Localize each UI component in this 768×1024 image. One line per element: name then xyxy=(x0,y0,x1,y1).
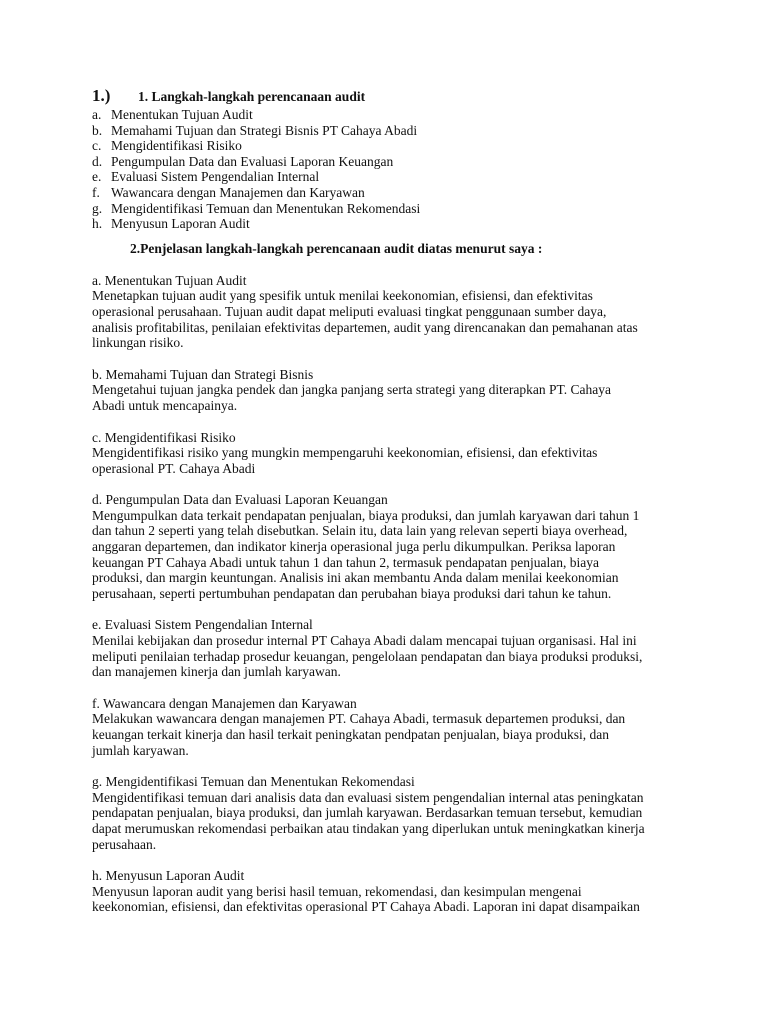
section-title: b. Memahami Tujuan dan Strategi Bisnis xyxy=(92,366,314,382)
step-letter: h. xyxy=(92,216,103,232)
step-letter: b. xyxy=(92,122,103,138)
paragraph-line: Mengumpulkan data terkait pendapatan penjualan, biaya produksi, dan jumlah karyawan dari tahun 1 xyxy=(92,507,640,523)
paragraph-line: operasional perusahaan. Tujuan audit dapat meliputi evaluasi tingkat penggunaan sumber daya, xyxy=(92,303,607,319)
section-body xyxy=(92,711,682,758)
paragraph-line: analisis profitabilitas, penilaian efektivitas departemen, audit yang direncanakan dan pemahanan atas xyxy=(92,319,638,335)
paragraph-line: produksi, dan margin keuntungan. Analisis ini akan membantu Anda dalam menilai keekonomian xyxy=(92,570,619,586)
paragraph-line: Melakukan wawancara dengan manajemen PT. Cahaya Abadi, termasuk departemen produksi, dan xyxy=(92,711,626,727)
list-item xyxy=(92,107,682,123)
list-item xyxy=(92,154,682,170)
paragraph-line: perusahaan. xyxy=(92,836,157,852)
list-item xyxy=(92,185,682,201)
section-strategi-bisnis xyxy=(92,367,682,414)
paragraph-line: dapat merumuskan rekomendasi perbaikan atau tindakan yang diperlukan untuk meningkatkan kinerja xyxy=(92,820,645,836)
paragraph-line: jumlah karyawan. xyxy=(92,742,189,758)
section-title: g. Mengidentifikasi Temuan dan Menentukan Rekomendasi xyxy=(92,774,415,790)
paragraph-line: keuangan terkait kinerja dan hasil terkait peningkatan pendpatan penjualan, biaya produksi, dan xyxy=(92,727,609,742)
list-item xyxy=(92,216,682,232)
section-body xyxy=(92,382,682,413)
paragraph-line: perusahaan, seperti pertumbuhan pendapatan dan perubahan biaya produksi dari tahun ke tahun. xyxy=(92,585,612,601)
section-title: a. Menentukan Tujuan Audit xyxy=(92,272,247,288)
explanation-heading: 2.Penjelasan langkah-langkah perencanaan audit diatas menurut saya : xyxy=(130,240,543,256)
section-body xyxy=(92,884,682,915)
heading-title: 1. Langkah-langkah perencanaan audit xyxy=(138,89,366,104)
paragraph-line: pendapatan penjualan, biaya produksi, dan jumlah karyawan. Berdasarkan temuan tersebut, kemudian xyxy=(92,805,643,821)
section-pengendalian-internal xyxy=(92,617,682,679)
list-item xyxy=(92,169,682,185)
step-label: Mengidentifikasi Risiko xyxy=(111,138,242,154)
section-title: e. Evaluasi Sistem Pengendalian Internal xyxy=(92,617,313,633)
paragraph-line: meliputi penilaian terhadap prosedur keuangan, pengelolaan pendapatan dan biaya produksi produksi, xyxy=(92,648,643,664)
section-body xyxy=(92,288,682,350)
step-label: Menentukan Tujuan Audit xyxy=(111,107,253,122)
paragraph-line: Menetapkan tujuan audit yang spesifik untuk menilai keekonomian, efisiensi, dan efektivitas xyxy=(92,288,593,304)
paragraph-line: Mengidentifikasi temuan dari analisis data dan evaluasi sistem pengendalian internal atas peningkatan xyxy=(92,789,644,805)
paragraph-line: Menyusun laporan audit yang berisi hasil temuan, rekomendasi, dan kesimpulan mengenai xyxy=(92,883,582,899)
section-title: d. Pengumpulan Data dan Evaluasi Laporan Keuangan xyxy=(92,492,388,508)
document-page xyxy=(92,88,682,915)
paragraph-line: Menilai kebijakan dan prosedur internal PT Cahaya Abadi dalam mencapai tujuan organisasi. Hal ini xyxy=(92,633,637,649)
section-title: h. Menyusun Laporan Audit xyxy=(92,868,245,884)
paragraph-line: operasional PT. Cahaya Abadi xyxy=(92,460,256,476)
step-label: Menyusun Laporan Audit xyxy=(111,216,250,232)
step-letter: g. xyxy=(92,200,103,216)
paragraph-line: dan manajemen kinerja dan jumlah karyawan. xyxy=(92,664,341,680)
section-laporan-keuangan xyxy=(92,492,682,601)
heading-number: 1.) xyxy=(92,86,111,105)
list-item xyxy=(92,201,682,217)
sections-container xyxy=(92,273,682,915)
section-body xyxy=(92,445,682,476)
main-heading xyxy=(92,88,682,107)
section-wawancara xyxy=(92,696,682,758)
section-body xyxy=(92,508,682,602)
list-item xyxy=(92,138,682,154)
step-label: Mengidentifikasi Temuan dan Menentukan Rekomendasi xyxy=(111,200,421,216)
step-label: Wawancara dengan Manajemen dan Karyawan xyxy=(111,184,365,200)
step-label: Evaluasi Sistem Pengendalian Internal xyxy=(111,169,320,185)
paragraph-line: dan tahun 2 seperti yang telah disebutkan. Selain itu, data lain yang relevan seperti biaya overhead, xyxy=(92,523,628,539)
paragraph-line: anggaran departemen, dan indikator kinerja operasional juga perlu dikumpulkan. Periksa laporan xyxy=(92,539,616,555)
paragraph-line: keuangan PT Cahaya Abadi untuk tahun 1 dan tahun 2, termasuk pendapatan penjualan, biaya xyxy=(92,554,599,570)
step-letter: f. xyxy=(92,184,100,200)
list-item xyxy=(92,123,682,139)
paragraph-line: linkungan risiko. xyxy=(92,335,184,351)
section-temuan-rekomendasi xyxy=(92,774,682,852)
section-body xyxy=(92,790,682,852)
step-letter: a. xyxy=(92,107,102,122)
section-title: f. Wawancara dengan Manajemen dan Karyawan xyxy=(92,695,357,711)
section-tujuan-audit xyxy=(92,273,682,351)
steps-list xyxy=(92,107,682,232)
paragraph-line: Mengetahui tujuan jangka pendek dan jangka panjang serta strategi yang diterapkan PT. Cahaya xyxy=(92,382,611,398)
section-body xyxy=(92,633,682,680)
step-letter: c. xyxy=(92,138,102,154)
section-laporan-audit xyxy=(92,868,682,915)
paragraph-line: Abadi untuk mencapainya. xyxy=(92,397,238,413)
step-label: Pengumpulan Data dan Evaluasi Laporan Keuangan xyxy=(111,153,394,169)
paragraph-line: Mengidentifikasi risiko yang mungkin mempengaruhi keekonomian, efisiensi, dan efektivitas xyxy=(92,445,598,461)
step-letter: d. xyxy=(92,153,103,169)
section-risiko xyxy=(92,430,682,477)
step-label: Memahami Tujuan dan Strategi Bisnis PT Cahaya Abadi xyxy=(111,122,418,138)
step-letter: e. xyxy=(92,169,102,185)
paragraph-line: keekonomian, efisiensi, dan efektivitas operasional PT Cahaya Abadi. Laporan ini dapat disampaikan xyxy=(92,899,640,915)
section-title: c. Mengidentifikasi Risiko xyxy=(92,429,236,445)
